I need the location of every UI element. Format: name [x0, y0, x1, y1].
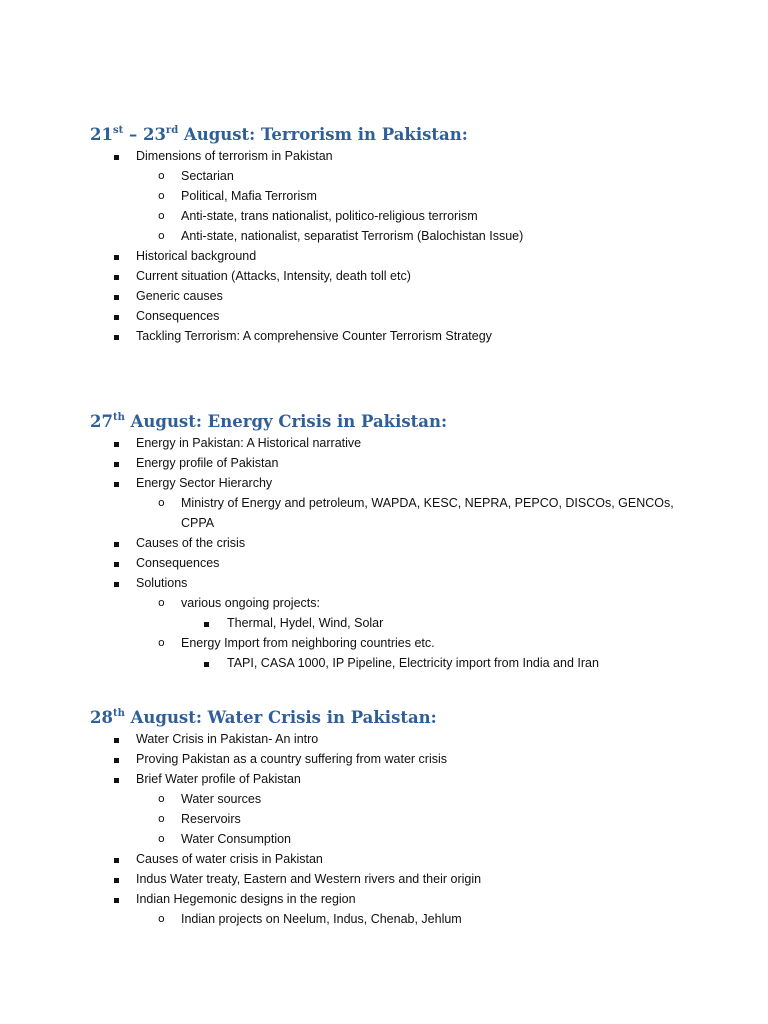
item-text: Water Consumption — [181, 832, 291, 846]
list-item — [90, 146, 710, 166]
circle-bullet-icon: o — [158, 792, 165, 805]
list-item — [90, 433, 710, 453]
square-bullet-icon — [114, 749, 119, 769]
square-bullet-icon — [114, 769, 119, 789]
item-text: Energy profile of Pakistan — [136, 456, 279, 470]
list-item — [90, 593, 710, 613]
circle-bullet-icon: o — [158, 496, 165, 509]
circle-bullet-icon: o — [158, 229, 165, 242]
square-bullet-icon — [114, 553, 119, 573]
list-item — [90, 653, 710, 673]
heading-ordinal: rd — [165, 124, 179, 136]
circle-bullet-icon: o — [158, 912, 165, 925]
square-bullet-icon — [114, 533, 119, 553]
list-item — [90, 769, 710, 789]
heading-ordinal: th — [112, 707, 125, 719]
heading-title: August: Terrorism in Pakistan: — [178, 125, 468, 144]
list-item — [90, 246, 710, 266]
circle-bullet-icon: o — [158, 636, 165, 649]
section-energy — [90, 411, 710, 673]
list-item — [90, 286, 710, 306]
square-bullet-icon — [114, 266, 119, 286]
square-bullet-icon — [114, 306, 119, 326]
heading-number: 28 — [90, 708, 113, 727]
list-item — [90, 206, 710, 226]
item-text: Energy in Pakistan: A Historical narrative — [136, 436, 362, 450]
item-text: Dimensions of terrorism in Pakistan — [136, 149, 333, 163]
outline — [0, 146, 710, 346]
item-text: Sectarian — [181, 169, 234, 183]
list-item — [90, 909, 710, 929]
list-item — [90, 186, 710, 206]
item-text: Brief Water profile of Pakistan — [136, 772, 301, 786]
item-text: Current situation (Attacks, Intensity, death toll etc) — [136, 269, 411, 283]
list-item — [90, 633, 710, 653]
list-item — [90, 226, 710, 246]
list-item — [90, 889, 710, 909]
outline — [0, 433, 710, 673]
list-item — [90, 493, 710, 533]
item-text: Indus Water treaty, Eastern and Western rivers and their origin — [136, 872, 482, 886]
item-text: Water Crisis in Pakistan- An intro — [136, 732, 319, 746]
item-text: Historical background — [136, 249, 257, 263]
square-bullet-icon — [114, 453, 119, 473]
item-text: Indian projects on Neelum, Indus, Chenab, Jehlum — [181, 912, 462, 926]
item-text: Energy Sector Hierarchy — [136, 476, 273, 490]
square-bullet-icon — [114, 849, 119, 869]
list-item — [90, 829, 710, 849]
item-text: Political, Mafia Terrorism — [181, 189, 317, 203]
item-text-continuation: CPPA — [181, 516, 215, 530]
item-text: Causes of the crisis — [136, 536, 246, 550]
heading-number: 21 — [90, 125, 113, 144]
heading-ordinal: th — [112, 411, 125, 423]
section-water — [90, 707, 710, 929]
section-heading — [90, 707, 710, 729]
circle-bullet-icon: o — [158, 169, 165, 182]
item-text: Solutions — [136, 576, 188, 590]
item-text: Anti-state, trans nationalist, politico-religious terrorism — [181, 209, 478, 223]
list-item — [90, 869, 710, 889]
list-item — [90, 749, 710, 769]
list-item — [90, 266, 710, 286]
section-heading — [90, 411, 710, 433]
item-text: various ongoing projects: — [181, 596, 320, 610]
square-bullet-icon — [204, 613, 209, 633]
circle-bullet-icon: o — [158, 596, 165, 609]
list-item — [90, 533, 710, 553]
item-text: TAPI, CASA 1000, IP Pipeline, Electricity import from India and Iran — [227, 656, 599, 670]
heading-title: August: Energy Crisis in Pakistan: — [124, 412, 448, 431]
list-item — [90, 453, 710, 473]
list-item — [90, 553, 710, 573]
list-item — [90, 573, 710, 593]
section-terrorism — [90, 124, 710, 346]
square-bullet-icon — [114, 889, 119, 909]
circle-bullet-icon: o — [158, 832, 165, 845]
item-text: Water sources — [181, 792, 262, 806]
heading-ordinal: st — [112, 124, 124, 136]
circle-bullet-icon: o — [158, 189, 165, 202]
item-text: Anti-state, nationalist, separatist Terrorism (Balochistan Issue) — [181, 229, 524, 243]
heading-title: August: Water Crisis in Pakistan: — [124, 708, 437, 727]
item-text: Causes of water crisis in Pakistan — [136, 852, 323, 866]
item-text: Reservoirs — [181, 812, 241, 826]
square-bullet-icon — [114, 286, 119, 306]
item-text: Ministry of Energy and petroleum, WAPDA, KESC, NEPRA, PEPCO, DISCOs, GENCOs, — [181, 496, 674, 510]
item-text: Consequences — [136, 556, 220, 570]
square-bullet-icon — [114, 326, 119, 346]
item-text: Indian Hegemonic designs in the region — [136, 892, 356, 906]
section-heading — [90, 124, 710, 146]
circle-bullet-icon: o — [158, 812, 165, 825]
list-item — [90, 809, 710, 829]
square-bullet-icon — [114, 433, 119, 453]
list-item — [90, 729, 710, 749]
outline — [0, 729, 710, 929]
square-bullet-icon — [114, 246, 119, 266]
list-item — [90, 849, 710, 869]
list-item — [90, 473, 710, 493]
item-text: Generic causes — [136, 289, 223, 303]
heading-number: 27 — [90, 412, 113, 431]
item-text: Tackling Terrorism: A comprehensive Counter Terrorism Strategy — [136, 329, 492, 343]
list-item — [90, 789, 710, 809]
square-bullet-icon — [114, 573, 119, 593]
list-item — [90, 326, 710, 346]
square-bullet-icon — [114, 146, 119, 166]
square-bullet-icon — [204, 653, 209, 673]
list-item — [90, 306, 710, 326]
square-bullet-icon — [114, 869, 119, 889]
item-text: Energy Import from neighboring countries etc. — [181, 636, 435, 650]
item-text: Proving Pakistan as a country suffering from water crisis — [136, 752, 448, 766]
square-bullet-icon — [114, 473, 119, 493]
heading-range: – 23 — [123, 125, 166, 144]
list-item — [90, 166, 710, 186]
item-text: Thermal, Hydel, Wind, Solar — [227, 616, 384, 630]
circle-bullet-icon: o — [158, 209, 165, 222]
item-text: Consequences — [136, 309, 220, 323]
square-bullet-icon — [114, 729, 119, 749]
list-item — [90, 613, 710, 633]
